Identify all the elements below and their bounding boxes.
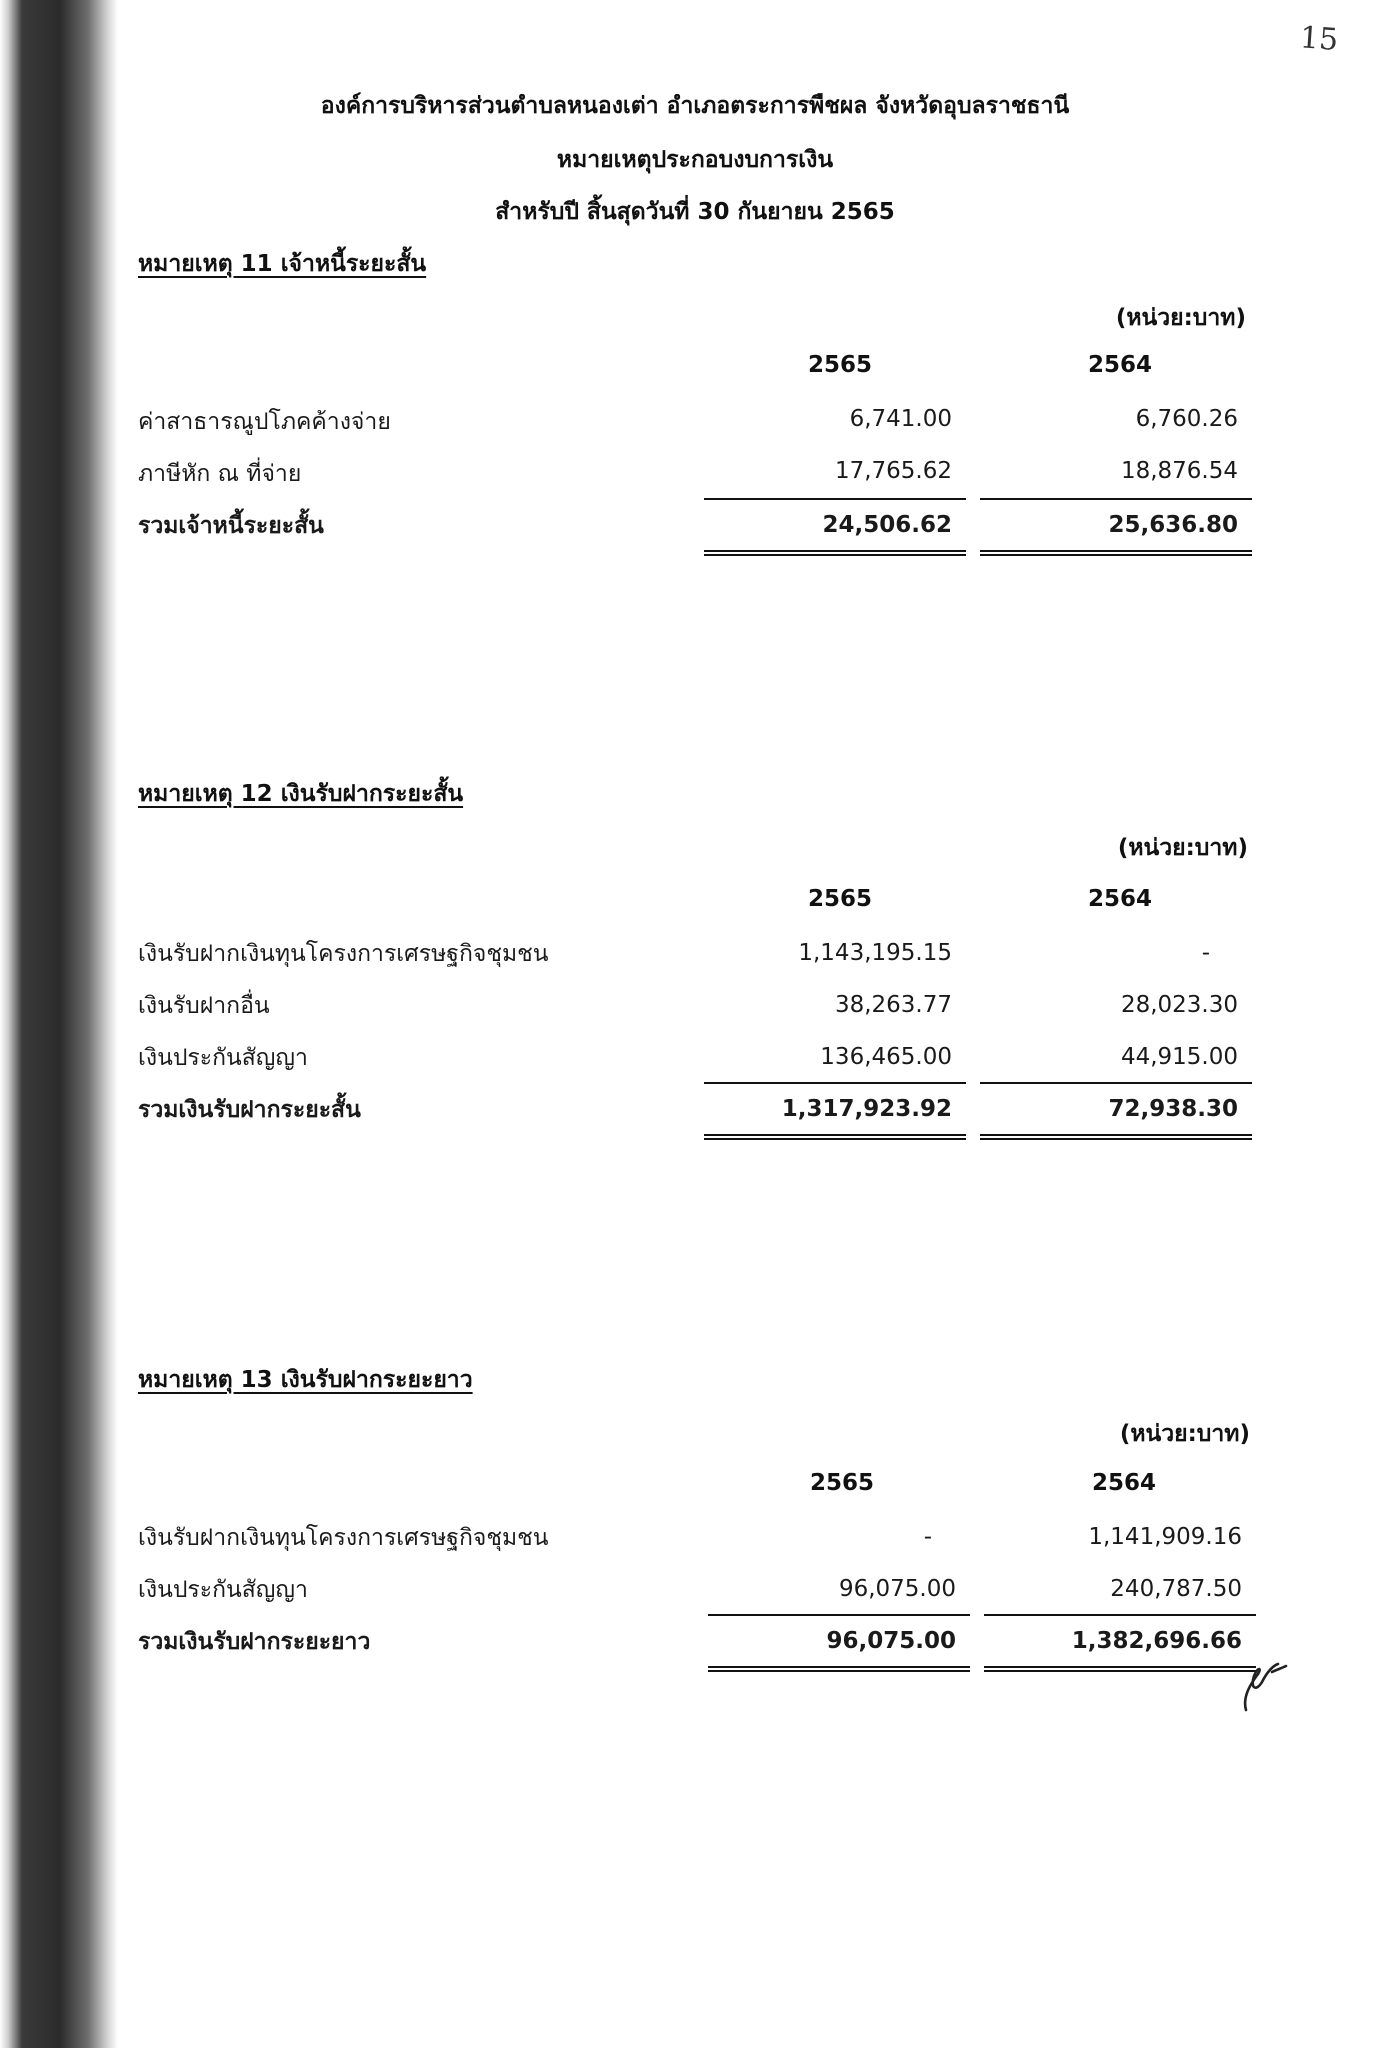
- note-11-unit: (หน่วย:บาท): [1115, 305, 1246, 331]
- table-cell-2565: 6,741.00: [849, 406, 952, 432]
- table-cell-2564: 6,760.26: [1135, 406, 1238, 432]
- subtotal-rule: [980, 1082, 1252, 1084]
- note-12-year-2564: 2564: [1088, 886, 1153, 912]
- note-12-unit: (หน่วย:บาท): [1117, 835, 1248, 861]
- org-title: องค์การบริหารส่วนตำบลหนองเต่า อำเภอตระการพืชผล จังหวัดอุบลราชธานี: [320, 93, 1070, 119]
- total-2564: 25,636.80: [1108, 512, 1238, 538]
- scan-binding-shadow: [0, 0, 118, 2048]
- table-cell-2565: 38,263.77: [834, 992, 952, 1018]
- total-double-rule: [708, 1666, 970, 1672]
- table-row-label: เงินรับฝากเงินทุนโครงการเศรษฐกิจชุมชน: [138, 1525, 549, 1551]
- note-12-year-2565: 2565: [808, 886, 873, 912]
- table-row-label: เงินประกันสัญญา: [138, 1577, 308, 1603]
- table-row-label: ภาษีหัก ณ ที่จ่าย: [138, 461, 302, 487]
- table-row-label: เงินประกันสัญญา: [138, 1045, 308, 1071]
- table-cell-2565: -: [923, 1524, 932, 1550]
- total-double-rule: [704, 1134, 966, 1140]
- note-13-unit: (หน่วย:บาท): [1119, 1421, 1250, 1447]
- note-13-year-2565: 2565: [810, 1470, 875, 1496]
- table-cell-2565: 1,143,195.15: [798, 940, 952, 966]
- table-cell-2565: 17,765.62: [834, 458, 952, 484]
- table-cell-2565: 96,075.00: [838, 1576, 956, 1602]
- note-11-title: หมายเหตุ 11 เจ้าหนี้ระยะสั้น: [138, 251, 427, 277]
- total-2564: 1,382,696.66: [1071, 1628, 1242, 1654]
- subtotal-rule: [984, 1614, 1256, 1616]
- total-label: รวมเงินรับฝากระยะยาว: [138, 1629, 371, 1655]
- table-cell-2564: -: [1201, 940, 1210, 966]
- subtotal-rule: [704, 498, 966, 500]
- note-13-year-2564: 2564: [1092, 1470, 1157, 1496]
- table-cell-2564: 18,876.54: [1120, 458, 1238, 484]
- document-title: หมายเหตุประกอบงบการเงิน: [556, 147, 834, 173]
- total-2565: 96,075.00: [826, 1628, 956, 1654]
- table-row-label: ค่าสาธารณูปโภคค้างจ่าย: [138, 409, 391, 435]
- total-label: รวมเงินรับฝากระยะสั้น: [138, 1097, 361, 1123]
- table-cell-2564: 28,023.30: [1120, 992, 1238, 1018]
- period-title: สำหรับปี สิ้นสุดวันที่ 30 กันยายน 2565: [495, 199, 895, 225]
- total-double-rule: [980, 1134, 1252, 1140]
- total-2565: 1,317,923.92: [781, 1096, 952, 1122]
- table-row-label: เงินรับฝากอื่น: [138, 993, 270, 1019]
- total-double-rule: [704, 550, 966, 556]
- total-2565: 24,506.62: [822, 512, 952, 538]
- table-row-label: เงินรับฝากเงินทุนโครงการเศรษฐกิจชุมชน: [138, 941, 549, 967]
- handwritten-initials: [1228, 1652, 1292, 1716]
- note-13-title: หมายเหตุ 13 เงินรับฝากระยะยาว: [138, 1367, 473, 1393]
- table-cell-2565: 136,465.00: [820, 1044, 952, 1070]
- subtotal-rule: [980, 498, 1252, 500]
- table-cell-2564: 1,141,909.16: [1088, 1524, 1242, 1550]
- subtotal-rule: [704, 1082, 966, 1084]
- total-double-rule: [980, 550, 1252, 556]
- total-label: รวมเจ้าหนี้ระยะสั้น: [138, 513, 324, 539]
- note-12-title: หมายเหตุ 12 เงินรับฝากระยะสั้น: [138, 781, 464, 807]
- total-double-rule: [984, 1666, 1256, 1672]
- total-2564: 72,938.30: [1108, 1096, 1238, 1122]
- note-11-year-2564: 2564: [1088, 352, 1153, 378]
- note-11-year-2565: 2565: [808, 352, 873, 378]
- table-cell-2564: 44,915.00: [1120, 1044, 1238, 1070]
- table-cell-2564: 240,787.50: [1110, 1576, 1242, 1602]
- subtotal-rule: [708, 1614, 970, 1616]
- page-number: 15: [1298, 20, 1340, 58]
